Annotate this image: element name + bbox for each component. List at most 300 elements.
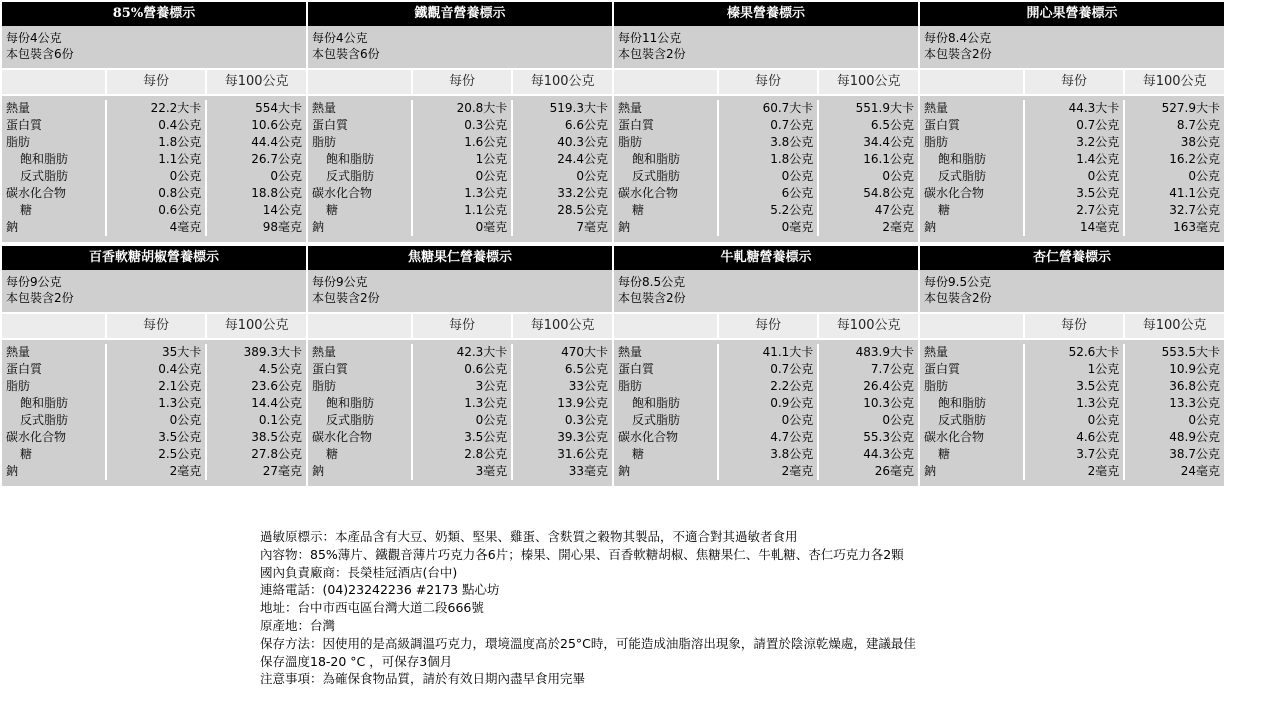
nutrient-name: 鈉 bbox=[312, 464, 325, 478]
nutrient-name: 蛋白質 bbox=[924, 118, 961, 132]
per-serving-value: 0公克 bbox=[169, 169, 202, 183]
per-100g-value: 4.5公克 bbox=[258, 362, 302, 376]
nutrient-name: 熱量 bbox=[6, 101, 31, 115]
nutrition-panel bbox=[920, 2, 1224, 242]
serving-info bbox=[2, 26, 306, 68]
nutrient-name: 碳水化合物 bbox=[924, 430, 985, 444]
address-line: 地址：台中市西屯區台灣大道二段666號 bbox=[260, 600, 484, 616]
column-header-per-serving: 每份 bbox=[411, 70, 512, 94]
per-serving-value: 44.3大卡 bbox=[1068, 101, 1120, 115]
per-100g-value: 527.9大卡 bbox=[1161, 101, 1220, 115]
per-serving-value: 2.8公克 bbox=[464, 447, 508, 461]
per-100g-value: 24.4公克 bbox=[557, 152, 608, 166]
per-serving-value: 1.1公克 bbox=[464, 203, 508, 217]
per-100g-value: 33毫克 bbox=[568, 464, 608, 478]
column-header-per-serving: 每份 bbox=[1023, 314, 1124, 338]
nutrient-names bbox=[308, 100, 411, 236]
nutrient-table bbox=[614, 340, 918, 486]
per-serving-value: 4毫克 bbox=[169, 220, 202, 234]
per-serving-value: 2.2公克 bbox=[770, 379, 814, 393]
per-100g-value: 16.2公克 bbox=[1169, 152, 1220, 166]
per-serving-value: 0毫克 bbox=[475, 220, 508, 234]
serving-info bbox=[614, 26, 918, 68]
nutrient-name: 碳水化合物 bbox=[6, 430, 67, 444]
per-serving-value: 5.2公克 bbox=[770, 203, 814, 217]
nutrient-name: 反式脂肪 bbox=[20, 169, 69, 183]
per-100g-value: 10.9公克 bbox=[1169, 362, 1220, 376]
per-serving-value: 0公克 bbox=[1087, 413, 1120, 427]
column-header-blank bbox=[2, 70, 105, 94]
servings-per-package: 本包裝含2份 bbox=[618, 291, 686, 305]
nutrient-name: 脂肪 bbox=[924, 379, 949, 393]
serving-info bbox=[308, 270, 612, 312]
serving-size: 每份4公克 bbox=[6, 31, 62, 45]
nutrient-name: 糖 bbox=[632, 203, 645, 217]
nutrient-name: 蛋白質 bbox=[618, 362, 655, 376]
per-serving-value: 1.8公克 bbox=[158, 135, 202, 149]
per-serving-value: 4.6公克 bbox=[1076, 430, 1120, 444]
nutrient-names bbox=[920, 344, 1023, 480]
column-header-row bbox=[308, 312, 612, 340]
per-100g-value: 33.2公克 bbox=[557, 186, 608, 200]
nutrient-name: 碳水化合物 bbox=[312, 430, 373, 444]
per-100g-value: 34.4公克 bbox=[863, 135, 914, 149]
per-100g-value: 7毫克 bbox=[576, 220, 608, 234]
nutrient-name: 飽和脂肪 bbox=[938, 396, 987, 410]
per-serving-value: 3.8公克 bbox=[770, 447, 814, 461]
storage-temp-line: 保存溫度18-20 °C ，可保存3個月 bbox=[260, 653, 453, 669]
per-100g-value: 553.5大卡 bbox=[1161, 345, 1220, 359]
nutrient-name: 脂肪 bbox=[618, 135, 643, 149]
nutrient-name: 反式脂肪 bbox=[938, 169, 987, 183]
per-100g-values bbox=[511, 100, 612, 236]
per-serving-value: 1.3公克 bbox=[158, 396, 202, 410]
nutrient-name: 反式脂肪 bbox=[632, 413, 681, 427]
per-100g-value: 8.7公克 bbox=[1176, 118, 1220, 132]
nutrient-name: 飽和脂肪 bbox=[326, 396, 375, 410]
nutrient-name: 脂肪 bbox=[312, 135, 337, 149]
per-100g-value: 2毫克 bbox=[882, 220, 914, 234]
nutrient-name: 反式脂肪 bbox=[326, 169, 375, 183]
per-100g-value: 27毫克 bbox=[262, 464, 302, 478]
per-100g-value: 41.1公克 bbox=[1169, 186, 1220, 200]
product-info bbox=[260, 528, 916, 688]
servings-per-package: 本包裝含2份 bbox=[312, 291, 380, 305]
nutrient-name: 鈉 bbox=[312, 220, 325, 234]
per-100g-value: 551.9大卡 bbox=[855, 101, 914, 115]
per-serving-value: 0公克 bbox=[781, 169, 814, 183]
serving-info bbox=[308, 26, 612, 68]
column-header-blank bbox=[614, 314, 717, 338]
per-100g-value: 39.3公克 bbox=[557, 430, 608, 444]
column-header-row bbox=[920, 312, 1224, 340]
nutrient-name: 脂肪 bbox=[312, 379, 337, 393]
nutrient-names bbox=[614, 100, 717, 236]
per-serving-values bbox=[105, 100, 206, 236]
column-header-blank bbox=[920, 314, 1023, 338]
contents-line: 內容物：85%薄片、鐵觀音薄片巧克力各6片；榛果、開心果、百香軟糖胡椒、焦糖果仁、牛軋糖、杏仁巧克力各2顆 bbox=[260, 546, 904, 562]
nutrient-name: 飽和脂肪 bbox=[20, 152, 69, 166]
nutrient-name: 熱量 bbox=[924, 101, 949, 115]
per-serving-value: 1.4公克 bbox=[1076, 152, 1120, 166]
per-100g-value: 32.7公克 bbox=[1169, 203, 1220, 217]
per-100g-value: 6.6公克 bbox=[564, 118, 608, 132]
nutrient-name: 反式脂肪 bbox=[20, 413, 69, 427]
servings-per-package: 本包裝含2份 bbox=[924, 47, 992, 61]
column-header-per-100g: 每100公克 bbox=[1123, 70, 1224, 94]
nutrient-name: 碳水化合物 bbox=[618, 186, 679, 200]
nutrient-name: 熱量 bbox=[312, 345, 337, 359]
notice-line: 注意事項：為確保食物品質，請於有效日期內盡早食用完畢 bbox=[260, 671, 586, 687]
per-serving-value: 1公克 bbox=[1087, 362, 1120, 376]
column-header-row bbox=[614, 312, 918, 340]
per-100g-value: 36.8公克 bbox=[1169, 379, 1220, 393]
per-serving-value: 41.1大卡 bbox=[762, 345, 814, 359]
nutrition-panel bbox=[614, 2, 918, 242]
per-100g-value: 40.3公克 bbox=[557, 135, 608, 149]
serving-info bbox=[614, 270, 918, 312]
per-serving-value: 2.1公克 bbox=[158, 379, 202, 393]
per-100g-value: 44.3公克 bbox=[863, 447, 914, 461]
nutrient-names bbox=[614, 344, 717, 480]
per-100g-value: 163毫克 bbox=[1173, 220, 1220, 234]
per-100g-value: 48.9公克 bbox=[1169, 430, 1220, 444]
nutrient-name: 熱量 bbox=[6, 345, 31, 359]
per-serving-value: 0.7公克 bbox=[770, 118, 814, 132]
per-serving-value: 0.7公克 bbox=[1076, 118, 1120, 132]
per-serving-value: 0.3公克 bbox=[464, 118, 508, 132]
serving-size: 每份4公克 bbox=[312, 31, 368, 45]
nutrient-name: 鈉 bbox=[6, 220, 19, 234]
per-100g-value: 31.6公克 bbox=[557, 447, 608, 461]
per-serving-value: 1.6公克 bbox=[464, 135, 508, 149]
per-100g-value: 519.3大卡 bbox=[549, 101, 608, 115]
panel-title: 牛軋糖營養標示 bbox=[614, 246, 918, 270]
per-100g-value: 13.3公克 bbox=[1169, 396, 1220, 410]
per-100g-value: 28.5公克 bbox=[557, 203, 608, 217]
per-serving-value: 0公克 bbox=[1087, 169, 1120, 183]
per-100g-value: 38公克 bbox=[1180, 135, 1220, 149]
per-100g-value: 27.8公克 bbox=[251, 447, 302, 461]
per-serving-value: 3.5公克 bbox=[1076, 186, 1120, 200]
nutrient-name: 飽和脂肪 bbox=[20, 396, 69, 410]
storage-line: 保存方法：因使用的是高級調溫巧克力，環境溫度高於25°C時，可能造成油脂溶出現象，請置於陰涼乾燥處，建議最佳 bbox=[260, 635, 916, 651]
per-100g-value: 6.5公克 bbox=[870, 118, 914, 132]
nutrient-name: 鈉 bbox=[6, 464, 19, 478]
per-serving-value: 3毫克 bbox=[475, 464, 508, 478]
column-header-blank bbox=[308, 314, 411, 338]
column-header-row bbox=[614, 68, 918, 96]
column-header-per-serving: 每份 bbox=[105, 314, 206, 338]
per-serving-value: 2.5公克 bbox=[158, 447, 202, 461]
serving-info bbox=[2, 270, 306, 312]
per-serving-value: 4.7公克 bbox=[770, 430, 814, 444]
per-100g-value: 0.1公克 bbox=[258, 413, 302, 427]
nutrient-name: 蛋白質 bbox=[618, 118, 655, 132]
per-serving-value: 0.8公克 bbox=[158, 186, 202, 200]
nutrient-name: 飽和脂肪 bbox=[938, 152, 987, 166]
per-serving-value: 0毫克 bbox=[781, 220, 814, 234]
allergen-line: 過敏原標示：本產品含有大豆、奶類、堅果、雞蛋、含麩質之穀物其製品，不適合對其過敏者食用 bbox=[260, 529, 798, 544]
nutrient-name: 蛋白質 bbox=[312, 118, 349, 132]
nutrient-table bbox=[2, 96, 306, 242]
column-header-blank bbox=[308, 70, 411, 94]
nutrient-name: 糖 bbox=[326, 447, 339, 461]
nutrient-name: 反式脂肪 bbox=[326, 413, 375, 427]
nutrient-name: 飽和脂肪 bbox=[326, 152, 375, 166]
per-serving-value: 0.6公克 bbox=[464, 362, 508, 376]
per-100g-value: 0公克 bbox=[1188, 413, 1220, 427]
per-100g-value: 23.6公克 bbox=[251, 379, 302, 393]
nutrient-name: 鈉 bbox=[618, 220, 631, 234]
nutrient-names bbox=[920, 100, 1023, 236]
per-100g-value: 554大卡 bbox=[255, 101, 302, 115]
per-serving-value: 0公克 bbox=[475, 169, 508, 183]
panel-title: 85%營養標示 bbox=[2, 2, 306, 26]
per-serving-value: 35大卡 bbox=[162, 345, 202, 359]
nutrition-panel bbox=[2, 246, 306, 486]
per-100g-value: 38.7公克 bbox=[1169, 447, 1220, 461]
servings-per-package: 本包裝含6份 bbox=[6, 47, 74, 61]
per-serving-value: 20.8大卡 bbox=[456, 101, 508, 115]
per-100g-values bbox=[205, 344, 306, 480]
nutrient-name: 飽和脂肪 bbox=[632, 396, 681, 410]
nutrient-table bbox=[614, 96, 918, 242]
per-100g-values bbox=[817, 344, 918, 480]
nutrition-panel bbox=[614, 246, 918, 486]
per-serving-value: 3公克 bbox=[475, 379, 508, 393]
per-serving-value: 0.7公克 bbox=[770, 362, 814, 376]
per-100g-value: 389.3大卡 bbox=[243, 345, 302, 359]
column-header-per-serving: 每份 bbox=[1023, 70, 1124, 94]
serving-size: 每份9.5公克 bbox=[924, 275, 992, 289]
nutrient-name: 蛋白質 bbox=[6, 362, 43, 376]
per-100g-values bbox=[817, 100, 918, 236]
column-header-blank bbox=[920, 70, 1023, 94]
column-header-per-serving: 每份 bbox=[717, 70, 818, 94]
per-100g-value: 10.3公克 bbox=[863, 396, 914, 410]
servings-per-package: 本包裝含2份 bbox=[6, 291, 74, 305]
panel-title: 開心果營養標示 bbox=[920, 2, 1224, 26]
per-100g-value: 26毫克 bbox=[874, 464, 914, 478]
per-serving-value: 0公克 bbox=[781, 413, 814, 427]
panel-title: 杏仁營養標示 bbox=[920, 246, 1224, 270]
per-serving-values bbox=[411, 344, 512, 480]
per-serving-value: 14毫克 bbox=[1080, 220, 1120, 234]
nutrient-name: 脂肪 bbox=[6, 135, 31, 149]
nutrient-name: 飽和脂肪 bbox=[632, 152, 681, 166]
per-100g-value: 26.4公克 bbox=[863, 379, 914, 393]
per-serving-value: 0公克 bbox=[475, 413, 508, 427]
per-serving-values bbox=[411, 100, 512, 236]
nutrient-name: 脂肪 bbox=[618, 379, 643, 393]
nutrient-name: 糖 bbox=[938, 447, 951, 461]
per-100g-value: 55.3公克 bbox=[863, 430, 914, 444]
nutrient-name: 糖 bbox=[326, 203, 339, 217]
per-100g-value: 0公克 bbox=[882, 413, 914, 427]
per-serving-value: 42.3大卡 bbox=[456, 345, 508, 359]
per-serving-value: 52.6大卡 bbox=[1068, 345, 1120, 359]
per-serving-values bbox=[105, 344, 206, 480]
nutrient-name: 脂肪 bbox=[924, 135, 949, 149]
per-100g-value: 98毫克 bbox=[262, 220, 302, 234]
per-100g-value: 0.3公克 bbox=[564, 413, 608, 427]
nutrient-name: 蛋白質 bbox=[924, 362, 961, 376]
nutrient-table bbox=[920, 96, 1224, 242]
panel-title: 百香軟糖胡椒營養標示 bbox=[2, 246, 306, 270]
nutrient-name: 蛋白質 bbox=[6, 118, 43, 132]
nutrition-panel bbox=[2, 2, 306, 242]
per-100g-value: 33公克 bbox=[568, 379, 608, 393]
column-header-row bbox=[920, 68, 1224, 96]
column-header-per-100g: 每100公克 bbox=[1123, 314, 1224, 338]
per-serving-values bbox=[717, 100, 818, 236]
serving-info bbox=[920, 270, 1224, 312]
nutrient-name: 糖 bbox=[938, 203, 951, 217]
per-100g-value: 0公克 bbox=[576, 169, 608, 183]
per-serving-value: 60.7大卡 bbox=[762, 101, 814, 115]
column-header-per-100g: 每100公克 bbox=[511, 314, 612, 338]
nutrient-name: 反式脂肪 bbox=[632, 169, 681, 183]
per-serving-value: 2毫克 bbox=[169, 464, 202, 478]
per-serving-value: 1.1公克 bbox=[158, 152, 202, 166]
nutrient-name: 碳水化合物 bbox=[618, 430, 679, 444]
per-serving-value: 0.4公克 bbox=[158, 118, 202, 132]
per-serving-value: 0.6公克 bbox=[158, 203, 202, 217]
nutrient-name: 蛋白質 bbox=[312, 362, 349, 376]
column-header-per-100g: 每100公克 bbox=[817, 70, 918, 94]
per-100g-value: 18.8公克 bbox=[251, 186, 302, 200]
servings-per-package: 本包裝含2份 bbox=[618, 47, 686, 61]
per-serving-value: 3.5公克 bbox=[158, 430, 202, 444]
per-serving-value: 6公克 bbox=[781, 186, 814, 200]
per-serving-value: 3.5公克 bbox=[1076, 379, 1120, 393]
per-serving-value: 3.8公克 bbox=[770, 135, 814, 149]
column-header-row bbox=[2, 68, 306, 96]
nutrient-name: 鈉 bbox=[618, 464, 631, 478]
per-serving-value: 1.3公克 bbox=[464, 396, 508, 410]
nutrient-table bbox=[2, 340, 306, 486]
nutrient-name: 熱量 bbox=[924, 345, 949, 359]
per-serving-value: 2毫克 bbox=[1087, 464, 1120, 478]
per-serving-value: 2毫克 bbox=[781, 464, 814, 478]
column-header-per-serving: 每份 bbox=[717, 314, 818, 338]
nutrient-name: 熱量 bbox=[618, 345, 643, 359]
per-serving-value: 1.3公克 bbox=[464, 186, 508, 200]
per-100g-value: 0公克 bbox=[1188, 169, 1220, 183]
nutrient-name: 鈉 bbox=[924, 220, 937, 234]
serving-size: 每份8.4公克 bbox=[924, 31, 992, 45]
nutrient-table bbox=[920, 340, 1224, 486]
per-100g-value: 7.7公克 bbox=[870, 362, 914, 376]
servings-per-package: 本包裝含6份 bbox=[312, 47, 380, 61]
per-serving-value: 0.4公克 bbox=[158, 362, 202, 376]
nutrient-name: 熱量 bbox=[618, 101, 643, 115]
per-100g-value: 0公克 bbox=[270, 169, 302, 183]
per-100g-values bbox=[1123, 100, 1224, 236]
nutrient-table bbox=[308, 96, 612, 242]
per-100g-value: 6.5公克 bbox=[564, 362, 608, 376]
per-100g-value: 44.4公克 bbox=[251, 135, 302, 149]
per-100g-values bbox=[205, 100, 306, 236]
per-100g-value: 26.7公克 bbox=[251, 152, 302, 166]
per-100g-value: 16.1公克 bbox=[863, 152, 914, 166]
per-100g-value: 47公克 bbox=[874, 203, 914, 217]
per-serving-value: 22.2大卡 bbox=[150, 101, 202, 115]
per-serving-values bbox=[1023, 100, 1124, 236]
per-100g-value: 14.4公克 bbox=[251, 396, 302, 410]
per-serving-value: 3.7公克 bbox=[1076, 447, 1120, 461]
per-100g-value: 483.9大卡 bbox=[855, 345, 914, 359]
panel-title: 焦糖果仁營養標示 bbox=[308, 246, 612, 270]
per-serving-values bbox=[1023, 344, 1124, 480]
nutrient-name: 鈉 bbox=[924, 464, 937, 478]
per-serving-value: 1公克 bbox=[475, 152, 508, 166]
nutrient-name: 熱量 bbox=[312, 101, 337, 115]
panel-title: 榛果營養標示 bbox=[614, 2, 918, 26]
serving-size: 每份9公克 bbox=[6, 275, 62, 289]
nutrient-names bbox=[308, 344, 411, 480]
per-100g-values bbox=[511, 344, 612, 480]
nutrient-name: 碳水化合物 bbox=[924, 186, 985, 200]
per-serving-value: 3.5公克 bbox=[464, 430, 508, 444]
per-100g-value: 10.6公克 bbox=[251, 118, 302, 132]
per-100g-value: 13.9公克 bbox=[557, 396, 608, 410]
servings-per-package: 本包裝含2份 bbox=[924, 291, 992, 305]
column-header-row bbox=[308, 68, 612, 96]
nutrient-names bbox=[2, 344, 105, 480]
column-header-row bbox=[2, 312, 306, 340]
per-100g-value: 24毫克 bbox=[1180, 464, 1220, 478]
nutrition-panel bbox=[308, 246, 612, 486]
column-header-per-serving: 每份 bbox=[105, 70, 206, 94]
nutrient-names bbox=[2, 100, 105, 236]
serving-size: 每份8.5公克 bbox=[618, 275, 686, 289]
serving-info bbox=[920, 26, 1224, 68]
nutrient-name: 糖 bbox=[20, 447, 33, 461]
per-serving-value: 1.8公克 bbox=[770, 152, 814, 166]
column-header-per-100g: 每100公克 bbox=[205, 70, 306, 94]
nutrition-panel bbox=[308, 2, 612, 242]
column-header-blank bbox=[2, 314, 105, 338]
per-serving-values bbox=[717, 344, 818, 480]
nutrition-panel bbox=[920, 246, 1224, 486]
phone-line: 連絡電話：(04)23242236 #2173 點心坊 bbox=[260, 582, 500, 598]
manufacturer-line: 國內負責廠商：長榮桂冠酒店(台中) bbox=[260, 564, 458, 580]
column-header-per-100g: 每100公克 bbox=[511, 70, 612, 94]
per-100g-value: 470大卡 bbox=[561, 345, 608, 359]
per-serving-value: 1.3公克 bbox=[1076, 396, 1120, 410]
per-100g-value: 0公克 bbox=[882, 169, 914, 183]
column-header-blank bbox=[614, 70, 717, 94]
column-header-per-serving: 每份 bbox=[411, 314, 512, 338]
column-header-per-100g: 每100公克 bbox=[205, 314, 306, 338]
per-serving-value: 3.2公克 bbox=[1076, 135, 1120, 149]
per-100g-value: 14公克 bbox=[262, 203, 302, 217]
origin-line: 原產地：台灣 bbox=[260, 617, 336, 633]
serving-size: 每份11公克 bbox=[618, 31, 682, 45]
nutrient-name: 糖 bbox=[20, 203, 33, 217]
nutrient-table bbox=[308, 340, 612, 486]
nutrient-name: 碳水化合物 bbox=[6, 186, 67, 200]
per-serving-value: 0.9公克 bbox=[770, 396, 814, 410]
nutrient-name: 碳水化合物 bbox=[312, 186, 373, 200]
nutrient-name: 脂肪 bbox=[6, 379, 31, 393]
panel-title: 鐵觀音營養標示 bbox=[308, 2, 612, 26]
column-header-per-100g: 每100公克 bbox=[817, 314, 918, 338]
per-100g-values bbox=[1123, 344, 1224, 480]
serving-size: 每份9公克 bbox=[312, 275, 368, 289]
